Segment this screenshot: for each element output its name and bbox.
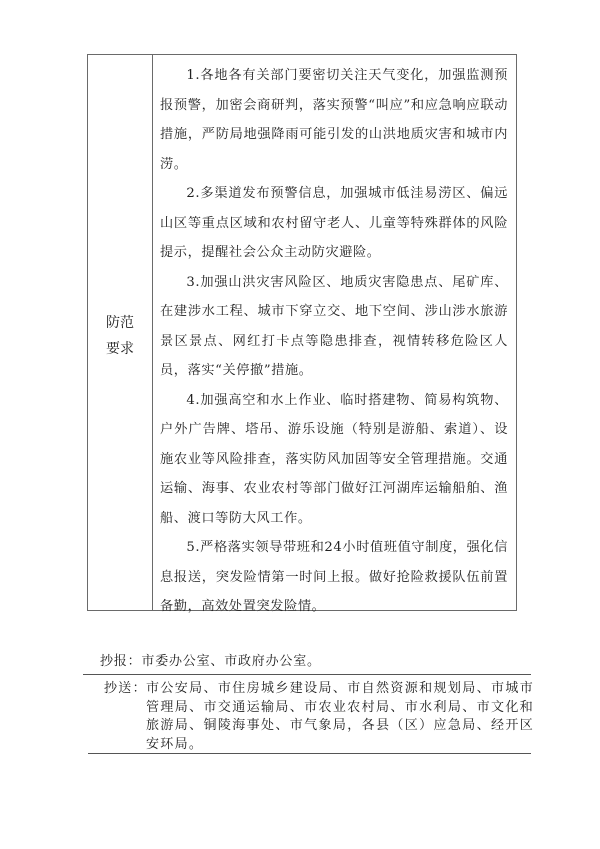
requirement-paragraph-1: 1.各地各有关部门要密切关注天气变化，加强监测预报预警，加密会商研判，落实预警“叫应”和应急响应联动措施，严防局地强降雨可能引发的山洪地质灾害和城市内涝。 bbox=[160, 68, 508, 172]
cc-report-line bbox=[100, 650, 321, 669]
precaution-table bbox=[87, 54, 517, 614]
cc-send-recipients: 市公安局、市住房城乡建设局、市自然资源和规划局、市城市管理局、市交通运输局、市农业农村局、市水利局、市文化和旅游局、铜陵海事处、市气象局，各县（区）应急局、经开区安环局。 bbox=[146, 681, 534, 752]
cc-report-label: 抄报： bbox=[100, 654, 142, 669]
label-cell bbox=[88, 55, 153, 610]
requirements-content bbox=[160, 61, 508, 622]
requirement-paragraph-4: 4.加强高空和水上作业、临时搭建物、简易构筑物、户外广告牌、塔吊、游乐设施（特别是游船、索道）、设施农业等风险排查，落实防风加固等安全管理措施。交通运输、海事、农业农村等部门做好江河湖库运输船舶、渔船、渡口等防大风工作。 bbox=[160, 392, 508, 526]
row-label-line-1: 防范 bbox=[106, 315, 134, 331]
footer-divider-top bbox=[83, 674, 531, 675]
row-label bbox=[88, 310, 152, 362]
cc-report-recipients: 市委办公室、市政府办公室。 bbox=[141, 654, 321, 669]
row-label-line-2: 要求 bbox=[106, 341, 134, 357]
requirement-paragraph-2: 2.多渠道发布预警信息，加强城市低洼易涝区、偏远山区等重点区域和农村留守老人、儿童等特殊群体的风险提示，提醒社会公众主动防灾避险。 bbox=[160, 186, 508, 260]
cc-send-label: 抄送： bbox=[104, 681, 147, 696]
footer-divider-bottom bbox=[88, 753, 531, 754]
requirement-paragraph-5: 5.严格落实领导带班和24小时值班值守制度，强化信息报送，突发险情第一时间上报。做好抢险救援队伍前置备勤，高效处置突发险情。 bbox=[160, 540, 508, 614]
requirement-paragraph-3: 3.加强山洪灾害风险区、地质灾害隐患点、尾矿库、在建涉水工程、城市下穿立交、地下空间、涉山涉水旅游景区景点、网红打卡点等隐患排查，视情转移危险区人员，落实“关停撤”措施。 bbox=[160, 274, 508, 378]
